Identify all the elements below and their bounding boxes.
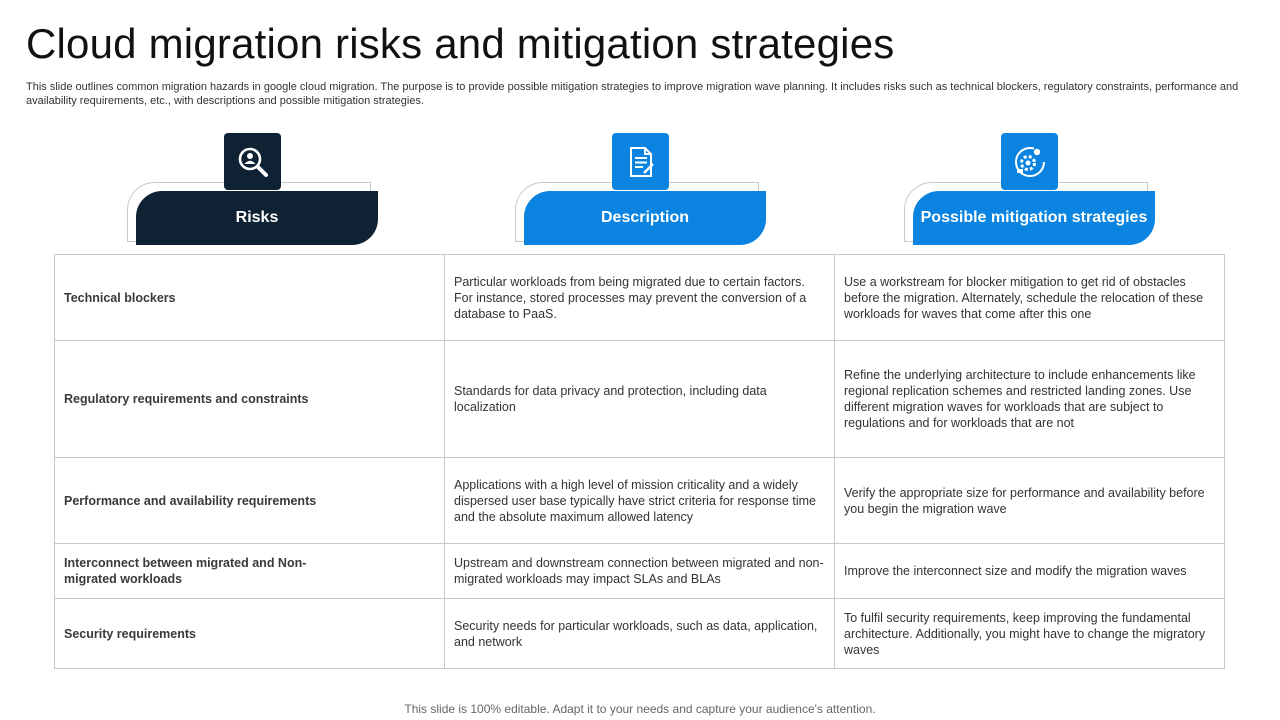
mitigation-cell: Verify the appropriate size for performance and availability before you begin the migration wave [835, 458, 1225, 544]
search-person-icon [224, 133, 281, 190]
mitigation-cell: To fulfil security requirements, keep improving the fundamental architecture. Additionally, you might have to change the migratory waves [835, 599, 1225, 669]
description-cell: Security needs for particular workloads, such as data, application, and network [445, 599, 835, 669]
page-subtitle: This slide outlines common migration hazards in google cloud migration. The purpose is to provide possible mitigation strategies to improve migration wave planning. It includes risks such as technical blockers, regulatory constraints, performance and availability requirements, etc., with descriptions and possible mitigation strategies. [26, 81, 1239, 107]
risk-cell: Performance and availability requirements [55, 458, 445, 544]
mitigation-cell: Refine the underlying architecture to include enhancements like regional replication schemes and restricted landing zones. Use different migration waves for workloads that are subject to regulations and for workloads that are not [835, 341, 1225, 458]
header-risks-label: Risks [136, 191, 378, 245]
footer-note: This slide is 100% editable. Adapt it to your needs and capture your audience's attention. [404, 702, 876, 716]
description-cell: Applications with a high level of mission criticality and a widely dispersed user base typically have strict criteria for response time and the absolute maximum allowed latency [445, 458, 835, 544]
table-row [55, 255, 1225, 341]
header-description [515, 133, 767, 248]
table-row [55, 341, 1225, 458]
header-risks [127, 133, 379, 248]
mitigation-cell: Use a workstream for blocker mitigation to get rid of obstacles before the migration. Alternately, schedule the relocation of these workloads for waves that come after this one [835, 255, 1225, 341]
table-row [55, 458, 1225, 544]
risks-table [54, 254, 1225, 669]
risk-cell: Interconnect between migrated and Non-migrated workloads [55, 544, 445, 599]
document-icon [612, 133, 669, 190]
header-mitigation-label: Possible mitigation strategies [913, 191, 1155, 245]
description-cell: Particular workloads from being migrated due to certain factors. For instance, stored processes may prevent the conversion of a database to PaaS. [445, 255, 835, 341]
risk-cell: Security requirements [55, 599, 445, 669]
gear-settings-icon [1001, 133, 1058, 190]
mitigation-cell: Improve the interconnect size and modify the migration waves [835, 544, 1225, 599]
description-cell: Upstream and downstream connection between migrated and non-migrated workloads may impact SLAs and BLAs [445, 544, 835, 599]
table-row [55, 599, 1225, 669]
risk-cell: Technical blockers [55, 255, 445, 341]
risk-cell: Regulatory requirements and constraints [55, 341, 445, 458]
header-mitigation [904, 133, 1156, 248]
table-row [55, 544, 1225, 599]
page-title: Cloud migration risks and mitigation strategies [26, 20, 895, 67]
header-description-label: Description [524, 191, 766, 245]
description-cell: Standards for data privacy and protection, including data localization [445, 341, 835, 458]
